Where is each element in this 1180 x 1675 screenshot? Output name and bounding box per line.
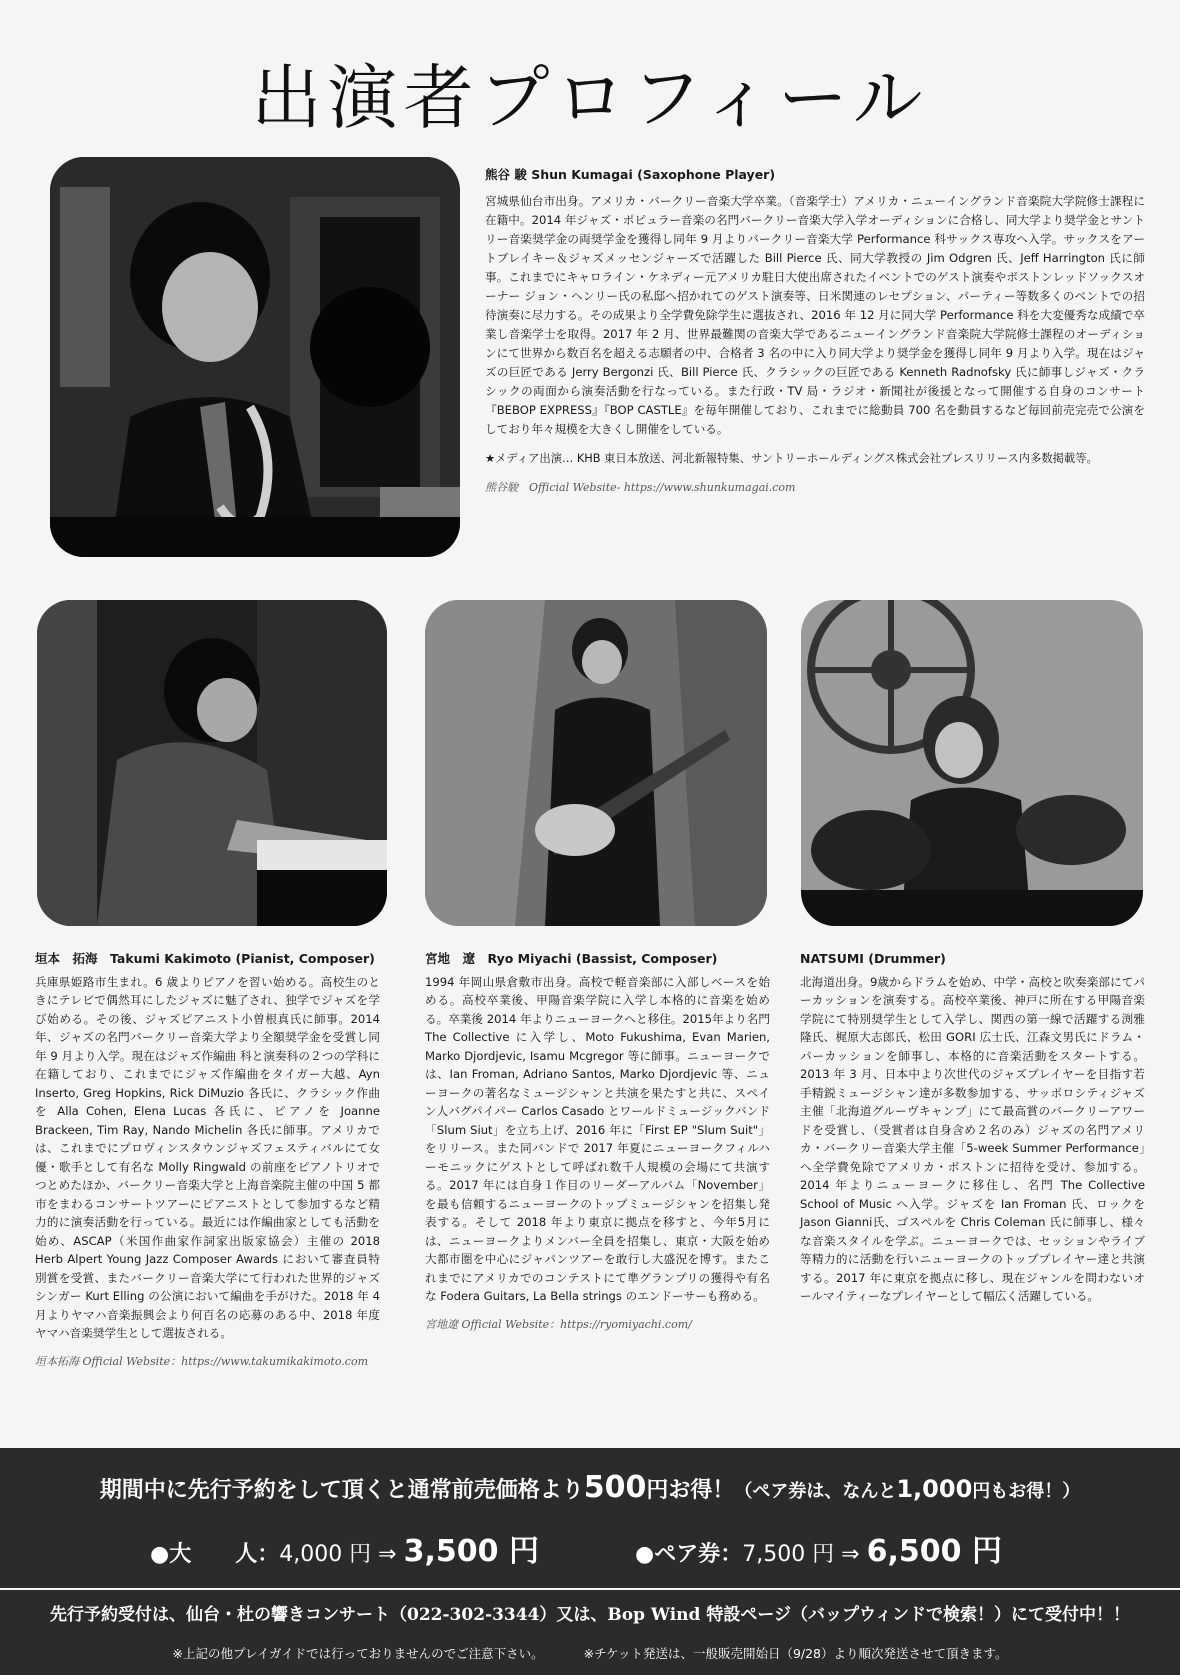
headline-text-a: 期間中に先行予約をして頂くと通常前売価格より bbox=[99, 1478, 584, 1503]
page-title: 出演者プロフィール bbox=[251, 57, 929, 139]
pianist-photo bbox=[37, 600, 387, 926]
early-booking-headline bbox=[0, 1470, 1180, 1505]
drummer-profile bbox=[800, 950, 1145, 1306]
main-profile-body: 宮城県仙台市出身。アメリカ・バークリー音楽大学卒業。（音楽学士）アメリカ・ニューイングランド音楽院大学院修士課程に在籍中。2014 年ジャズ・ポピュラー音楽の名門バークリー音楽大学入学オーディションに合格し、同大学より奨学金とサントリー音楽奨学金の両奨学金を獲得し同年 9 月よりバークリー音楽大学 Performance 科サックス専攻へ入学。サックスをアートブレイキー＆ジャズメッセンジャーズで活躍した Bill Pierce 氏、同大学教授の Jim Odgren 氏、Jeff Harrington 氏に師事。これまでにキャロライン・ケネディー元アメリカ駐日大使出席されたイベントでのゲスト演奏やボストンレッドソックスオーナー ジョン・ヘンリー氏の私邸へ招かれてのゲスト演奏等、日米関連のレセプション、パーティー等数多くのベントでの招待演奏に尽力する。その成果より全学費免除学生に選抜され、2016 年 12 月に同大学 Performance 科を大変優秀な成績で卒業し音楽学士を取得。2017 年 2 月、世界最難関の音楽大学であるニューイングランド音楽院大学院修士課程のオーディションにて世界から数百名を超える志願者の中、合格者 3 名の中に入り同大学より奨学金を獲得し同年 9 月より入学。現在はジャズの巨匠である Jerry Bergonzi 氏、Bill Pierce 氏、クラシックの巨匠である Kenneth Radnofsky 氏に師事しジャズ・クラシックの両面から演奏活動を行なっている。また行政・TV 局・ラジオ・新聞社が後援となって開催する自身のコンサート『BEBOP EXPRESS』『BOP CASTLE』を毎年開催しており、これまでに総動員 700 名を動員するなど毎回前売完売で公演をしており年々規模を大きくし開催をしている。 bbox=[485, 194, 1145, 436]
drummer-photo bbox=[801, 600, 1143, 926]
headline-discount: 500 bbox=[583, 1470, 647, 1505]
headline-pair-discount: 1,000 bbox=[896, 1475, 973, 1503]
bassist-heading: 宮地 遼 Ryo Miyachi (Bassist, Composer) bbox=[425, 951, 718, 966]
main-profile-website: 熊谷駿 Official Website- https://www.shunkumagai.com bbox=[485, 481, 796, 494]
bassist-body: 1994 年岡山県倉敷市出身。高校で軽音楽部に入部しベースを始める。高校卒業後、甲陽音楽学院に入学し本格的に音楽を始める。卒業後 2014 年よりニューヨークへと移住。2015年より名門 The Collective に入学し、Moto Fukushima, Evan Marien, Marko Djordjevic, Isamu Mcgregor 等に師事。ニューヨークでは、Ian Froman, Adriano Santos, Marko Djordjevic 等、ニューヨークの著名なミュージシャンと共演を果たすと共に、スペイン人バグパイパー Carlos Casado とワールドミュージックバンド「Slum Siut」を立ち上げ、2016 年に「First EP "Slum Suit"」をリリース。また同バンドで 2017 年夏にニューヨークフィルハーモニックにゲストとして呼ばれ数千人規模の会場にて共演する。2017 年には自身１作目のリーダーアルバム「November」を最も信頼するニューヨークのトップミュージシャンを招集し発表する。そして 2018 年より東京に拠点を移すと、今年5月には、ニューヨークよりメンバー全員を招集し、東京・大阪を始め大都市圏を中心にジャパンツアーを敢行し大盛況を博す。またこれまでにアメリカでのコンテストにて準グランプリの獲得や有名な Fodera Guitars, La Bella strings のエンドーサーも務める。 bbox=[425, 974, 770, 1303]
headline-text-b: 円お得！ bbox=[646, 1478, 735, 1503]
pair-old-price: 7,500 円 ⇒ bbox=[742, 1542, 867, 1567]
saxophone-player-photo bbox=[50, 157, 460, 557]
ticket-banner bbox=[0, 1448, 1180, 1675]
headline-paren-b: 円もお得！） bbox=[972, 1481, 1081, 1502]
pianist-body: 兵庫県姫路市生まれ。6 歳よりピアノを習い始める。高校生のときにテレビで偶然耳にしたジャズに魅了され、独学でジャズを学び始める。その後、ジャズピアニスト小曽根真氏に師事。2014 年、ジャズの名門バークリー音楽大学より全額奨学金を受賞し同年 9 月より入学。現在はジャズ作編曲 科と演奏科の２つの学科に在籍しており、これまでにジャズ作編曲をタイガー大越、Ayn Inserto, Greg Hopkins, Rick DiMuzio 各氏に、クラシック作曲を Alla Cohen, Elena Lucas 各氏に、ピアノを Joanne Brackeen, Tim Ray, Nando Michelin 各氏に師事。アメリカでは、これまでにプロヴィンスタウンジャズフェスティバルにて女優・歌手として有名な Molly Ringwald の前座をピアノトリオでつとめたほか、バークリー音楽大学と上海音楽院主催の中国 5 都市をまわるコンサートツアーにピアニストとして参加するなど精力的に演奏活動を行っている。最近には作編曲家としても活動を始め、ASCAP（米国作曲家作詞家出版家協会）主催の 2018 Herb Alpert Young Jazz Composer Awards において審査員特別賞を受賞、またバークリー音楽大学にて行われた世界的ジャズシンガー Kurt Elling の公演において編曲を手がけた。2018 年 4 月よりヤマハ音楽振興会より何百名の応募のある中、2018 年度ヤマハ音楽奨学生として選抜される。 bbox=[35, 974, 380, 1340]
reservation-info: 先行予約受付は、仙台・杜の響きコンサート（022-302-3344）又は、Bop Wind 特設ページ（バップウィンドで検索！）にて受付中！！ bbox=[50, 1605, 1130, 1625]
pianist-profile bbox=[35, 950, 380, 1371]
banner-divider bbox=[0, 1588, 1180, 1590]
bassist-profile bbox=[425, 950, 770, 1334]
bassist-website: 宮地遼 Official Website：https://ryomiyachi.com/ bbox=[425, 1317, 692, 1331]
pair-label: ●ペア券： bbox=[635, 1542, 743, 1567]
pianist-heading: 垣本 拓海 Takumi Kakimoto (Pianist, Composer) bbox=[35, 951, 375, 966]
adult-new-price: 3,500 円 bbox=[403, 1534, 539, 1569]
media-appearances: ★メディア出演… KHB 東日本放送、河北新報特集、サントリーホールディングス株式会社プレスリリース内多数掲載等。 bbox=[485, 452, 1098, 465]
adult-label: ●大 人： bbox=[150, 1542, 280, 1567]
notes bbox=[0, 1644, 1180, 1662]
adult-old-price: 4,000 円 ⇒ bbox=[279, 1542, 404, 1567]
main-profile-heading: 熊谷 駿 Shun Kumagai (Saxophone Player) bbox=[485, 167, 776, 182]
main-profile bbox=[485, 165, 1145, 497]
adult-price bbox=[150, 1526, 539, 1570]
headline-paren-a: （ペア券は、なんと bbox=[734, 1481, 897, 1502]
note-shipping: ※チケット発送は、一般販売開始日（9/28）より順次発送させて頂きます。 bbox=[583, 1646, 1008, 1661]
drummer-heading: NATSUMI (Drummer) bbox=[800, 951, 946, 966]
drummer-body: 北海道出身。9歳からドラムを始め、中学・高校と吹奏楽部にてパーカッションを演奏する。高校卒業後、神戸に所在する甲陽音楽学院にて特別奨学生として入学し、関西の第一線で活躍する渕雅隆氏、梶原大志郎氏、松田 GORI 広士氏、江森文男氏にドラム・パーカッションを師事し、本格的に音楽活動をスタートする。2013 年 3 月、日本中より次世代のジャズプレイヤーを目指す若手精鋭ミュージシャン達が多数参加する、サッポロシティジャズ主催「北海道グルーヴキャンプ」にて最高賞のバークリーアワードを受賞し、（受賞者は自身含め２名のみ）ジャズの名門アメリカ・バークリー音楽大学主催「5-week Summer Performance」へ全学費免除でアメリカ・ボストンに招待を受け、参加する。2014 年よりニューヨークに移住し、名門 The Collective School of Music へ入学。ジャズを Ian Froman 氏、ロックを Jason Gianni氏、ゴスペルを Chris Coleman 氏に師事し、様々な音楽スタイルを学ぶ。ニューヨークでは、セッションやライブ等精力的に活動を行いニューヨークのトッププレイヤー達と共演する。2017 年に東京を拠点に移し、現在ジャンルを問わないオールマイティーなプレイヤーとして幅広く活躍している。 bbox=[800, 974, 1145, 1303]
bassist-photo bbox=[425, 600, 767, 926]
pair-new-price: 6,500 円 bbox=[866, 1534, 1002, 1569]
note-playguide: ※上記の他プレイガイドでは行っておりませんのでご注意下さい。 bbox=[172, 1646, 544, 1661]
pair-price bbox=[635, 1526, 1002, 1570]
pianist-website: 垣本拓海 Official Website：https://www.takumikakimoto.com bbox=[35, 1354, 368, 1368]
